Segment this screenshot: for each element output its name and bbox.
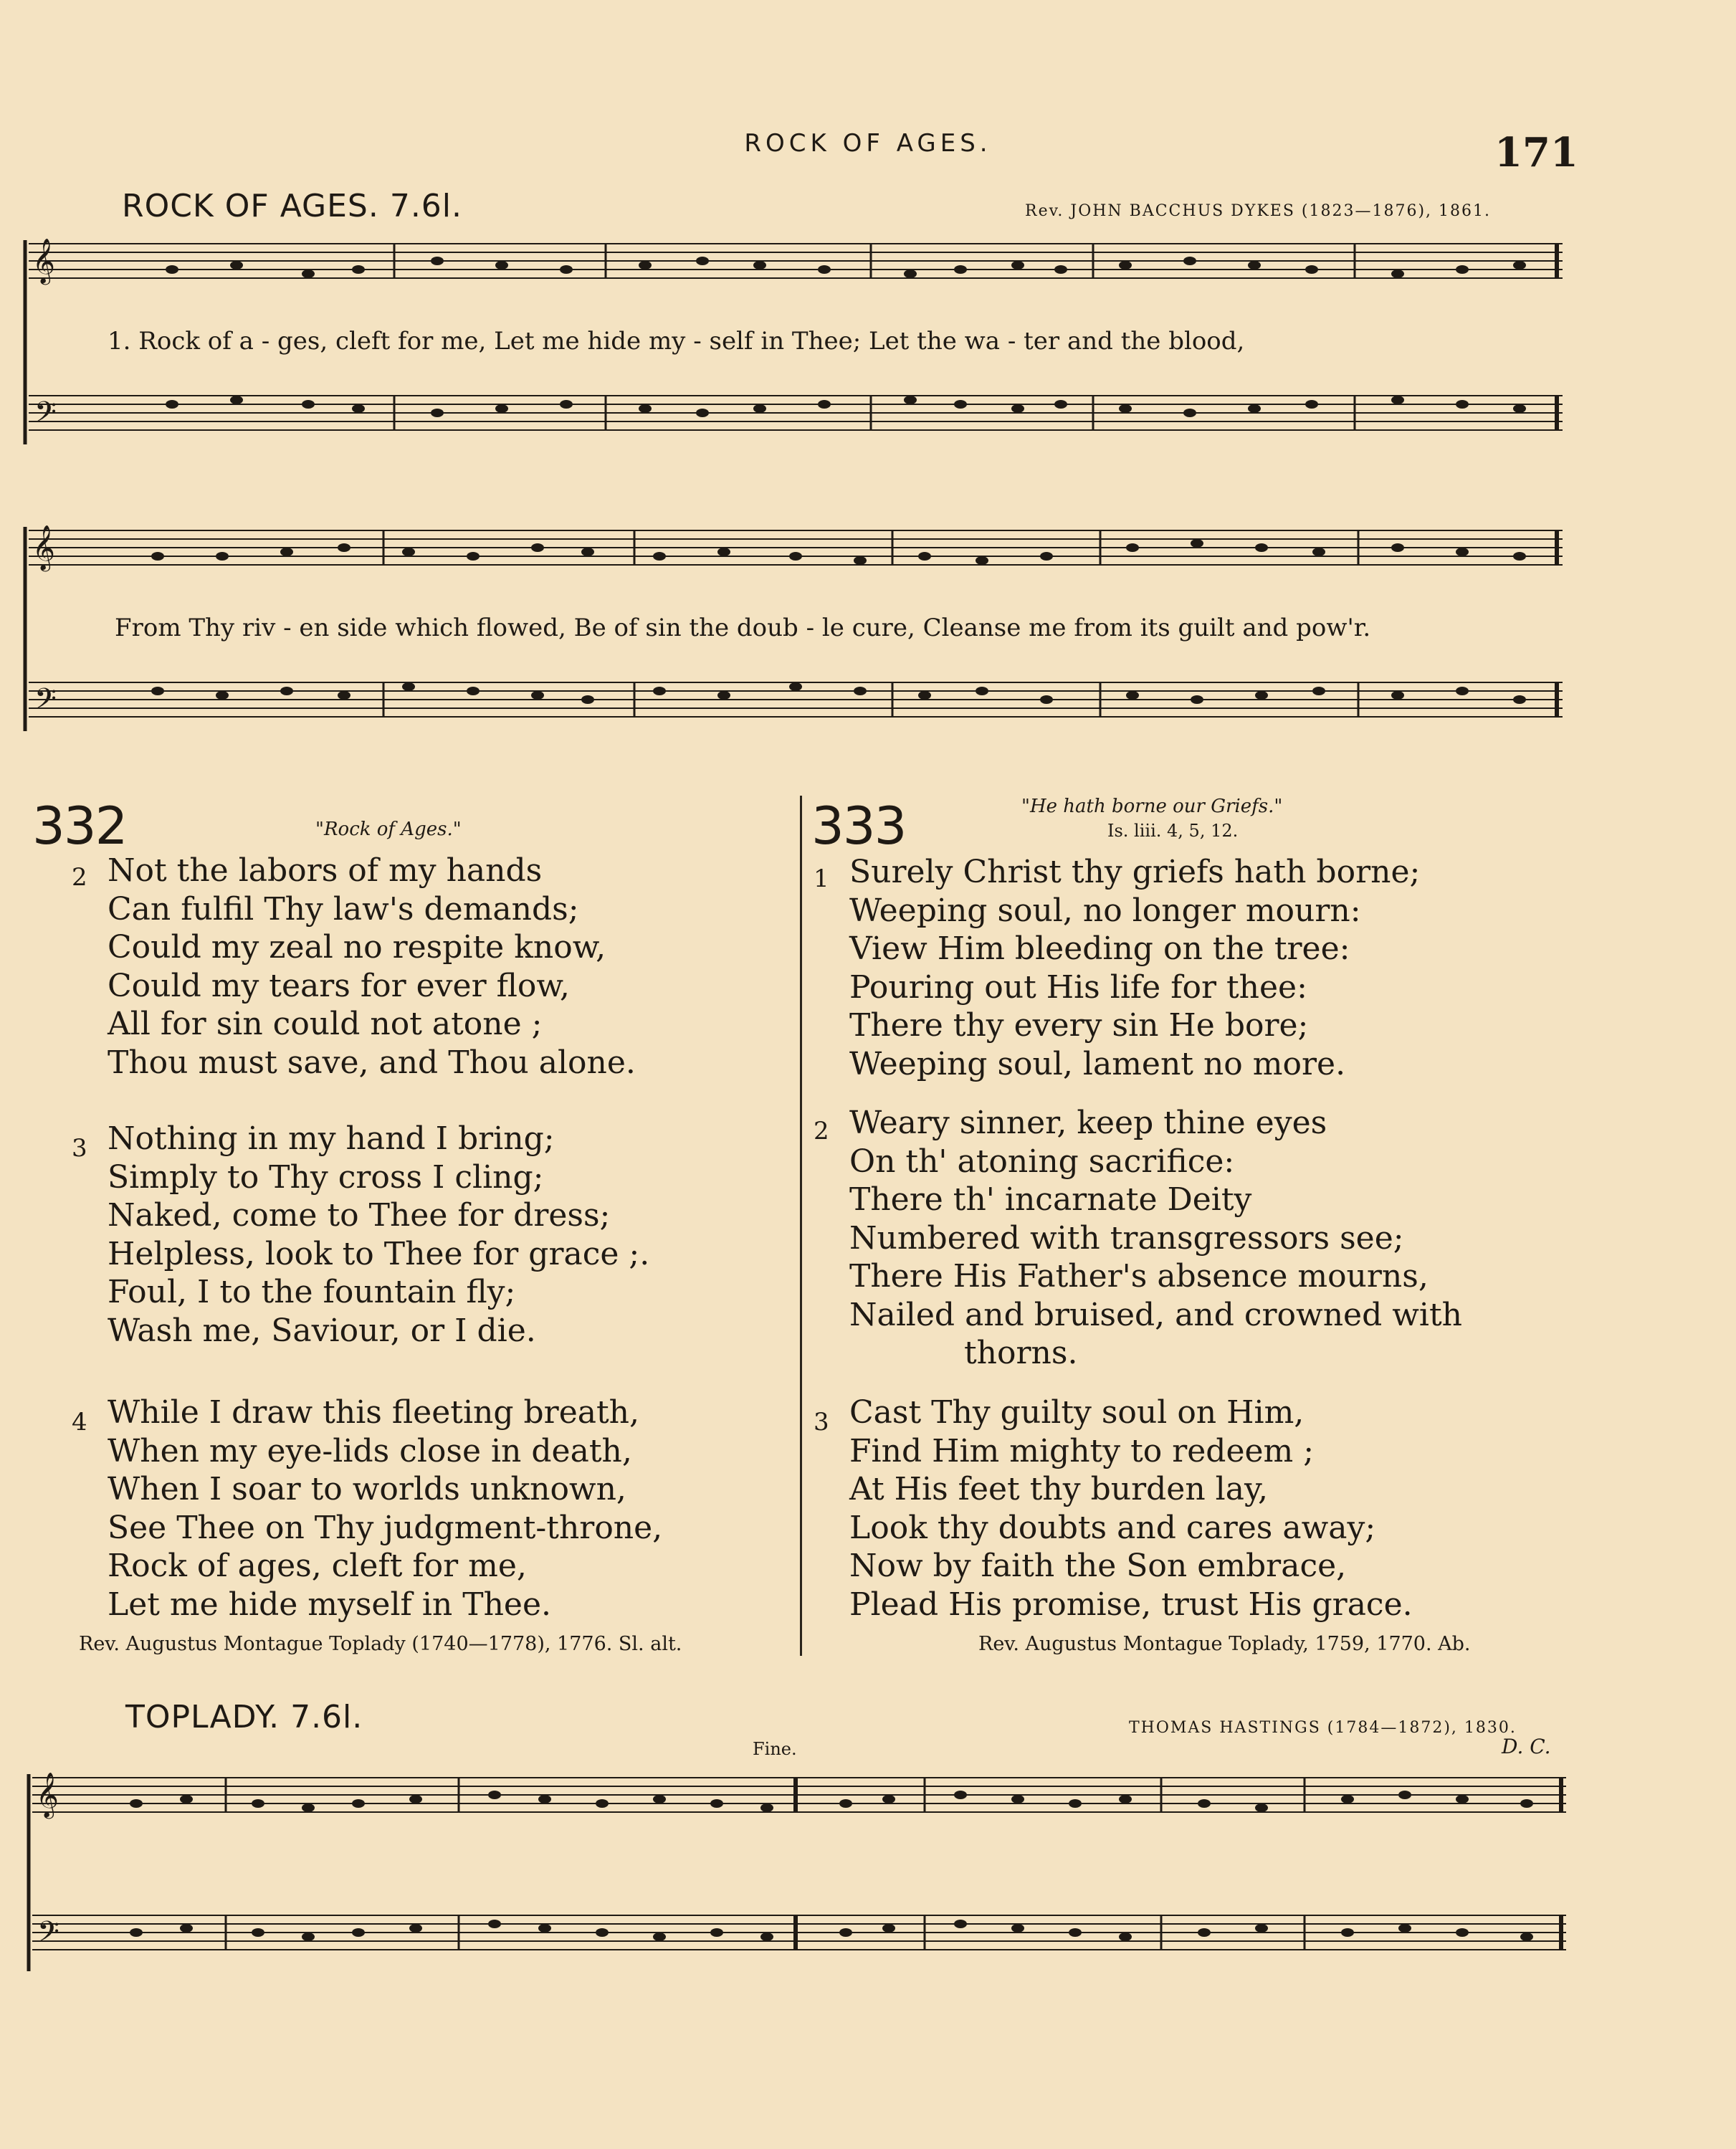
verse-line: At His feet thy burden lay, — [849, 1471, 1268, 1507]
verse-line: Helpless, look to Thee for grace ;. — [108, 1235, 650, 1272]
stanza-number: 4 — [72, 1408, 87, 1436]
hymn-333-stanza-3 — [814, 1393, 1413, 1624]
hymn-332-number: 332 — [32, 796, 127, 856]
verse-line: Numbered with transgressors see; — [849, 1219, 1404, 1257]
tune-composer-hastings: THOMAS HASTINGS (1784—1872), 1830. — [1129, 1719, 1517, 1737]
verse-line: All for sin could not atone ; — [108, 1006, 543, 1042]
hymn-332-stanza-2 — [72, 852, 636, 1082]
verse-line: Let me hide myself in Thee. — [108, 1586, 551, 1623]
verse-line: Weary sinner, keep thine eyes — [849, 1105, 1327, 1141]
verse-line: On th' atoning sacrifice: — [849, 1143, 1235, 1180]
tune-composer-dykes: Rev. JOHN BACCHUS DYKES (1823—1876), 1861. — [1025, 202, 1492, 220]
verse-line: When I soar to worlds unknown, — [108, 1471, 626, 1507]
verse-line: While I draw this fleeting breath, — [108, 1394, 639, 1431]
verse-line: There His Father's absence mourns, — [849, 1258, 1429, 1295]
svg-text:𝄢: 𝄢 — [34, 396, 57, 436]
hymn-333-stanza-2 — [814, 1104, 1462, 1373]
tune-title-rock-of-ages: ROCK OF AGES. 7.6l. — [122, 188, 463, 224]
svg-text:𝄞: 𝄞 — [36, 1772, 59, 1817]
verse-line: Nailed and bruised, and crowned with — [849, 1296, 1462, 1333]
fine-marker: Fine. — [753, 1739, 797, 1759]
tune1-lyric-line-1: 1. Rock of a - ges, cleft for me, Let me hide my - self in Thee; Let the wa - ter and the blood, — [108, 327, 1245, 356]
hymn-332-stanza-4 — [72, 1393, 663, 1624]
verse-line: Could my zeal no respite know, — [108, 929, 606, 966]
verse-line: Nothing in my hand I bring; — [108, 1120, 555, 1157]
verse-line: Find Him mighty to redeem ; — [849, 1432, 1315, 1469]
tune1-lyric-line-2: From Thy riv - en side which flowed, Be of sin the doub - le cure, Cleanse me from its guilt and pow'r. — [115, 614, 1371, 642]
svg-text:𝄞: 𝄞 — [32, 238, 55, 283]
column-divider — [800, 796, 802, 1656]
verse-line: There thy every sin He bore; — [849, 1007, 1309, 1044]
dc-marker: D. C. — [1502, 1735, 1551, 1758]
music-system-3 — [0, 1763, 1736, 1986]
hymn-333-reference: Is. liii. 4, 5, 12. — [1107, 821, 1239, 841]
verse-line-continuation: thorns. — [964, 1335, 1078, 1371]
verse-line: Naked, come to Thee for dress; — [108, 1197, 611, 1234]
hymn-333-title: "He hath borne our Griefs." — [1021, 796, 1283, 817]
tune-title-toplady: TOPLADY. 7.6l. — [125, 1699, 363, 1735]
hymn-332-title: "Rock of Ages." — [315, 819, 462, 840]
hymn-333-attribution: Rev. Augustus Montague Toplady, 1759, 1770. Ab. — [978, 1633, 1471, 1655]
hymn-332-stanza-3 — [72, 1120, 650, 1350]
verse-line: Foul, I to the fountain fly; — [108, 1274, 516, 1310]
stanza-number: 2 — [814, 1117, 829, 1145]
verse-line: Look thy doubts and cares away; — [849, 1509, 1376, 1546]
verse-line: There th' incarnate Deity — [849, 1181, 1252, 1218]
verse-line: Weeping soul, lament no more. — [849, 1045, 1346, 1082]
verse-line: Surely Christ thy griefs hath borne; — [849, 854, 1421, 890]
stanza-number: 3 — [72, 1134, 87, 1163]
verse-line: Simply to Thy cross I cling; — [108, 1158, 544, 1196]
verse-line: Pouring out His life for thee: — [849, 968, 1307, 1006]
verse-line: Thou must save, and Thou alone. — [108, 1044, 636, 1081]
verse-line: Rock of ages, cleft for me, — [108, 1548, 527, 1584]
stanza-number: 1 — [814, 864, 829, 893]
hymn-333-number: 333 — [811, 796, 906, 856]
verse-line: Now by faith the Son embrace, — [849, 1548, 1347, 1584]
verse-line: Can fulfil Thy law's demands; — [108, 890, 579, 928]
verse-line: When my eye-lids close in death, — [108, 1432, 632, 1469]
hymn-333-stanza-1 — [814, 853, 1421, 1083]
verse-line: Could my tears for ever flow, — [108, 967, 570, 1004]
stanza-number: 3 — [814, 1408, 829, 1436]
hymn-332-attribution: Rev. Augustus Montague Toplady (1740—1778), 1776. Sl. alt. — [79, 1633, 682, 1655]
svg-text:𝄞: 𝄞 — [32, 525, 55, 570]
svg-text:𝄢: 𝄢 — [34, 682, 57, 723]
stanza-number: 2 — [72, 863, 87, 892]
verse-line: Wash me, Saviour, or I die. — [108, 1312, 536, 1349]
verse-line: Cast Thy guilty soul on Him, — [849, 1394, 1305, 1431]
verse-line: See Thee on Thy judgment-throne, — [108, 1509, 663, 1546]
verse-line: Weeping soul, no longer mourn: — [849, 892, 1361, 929]
verse-line: View Him bleeding on the tree: — [849, 930, 1350, 967]
verse-line: Not the labors of my hands — [108, 852, 543, 889]
verse-line: Plead His promise, trust His grace. — [849, 1586, 1413, 1623]
page-number: 171 — [1494, 129, 1578, 176]
running-head: ROCK OF AGES. — [744, 129, 992, 158]
svg-text:𝄢: 𝄢 — [37, 1915, 59, 1955]
